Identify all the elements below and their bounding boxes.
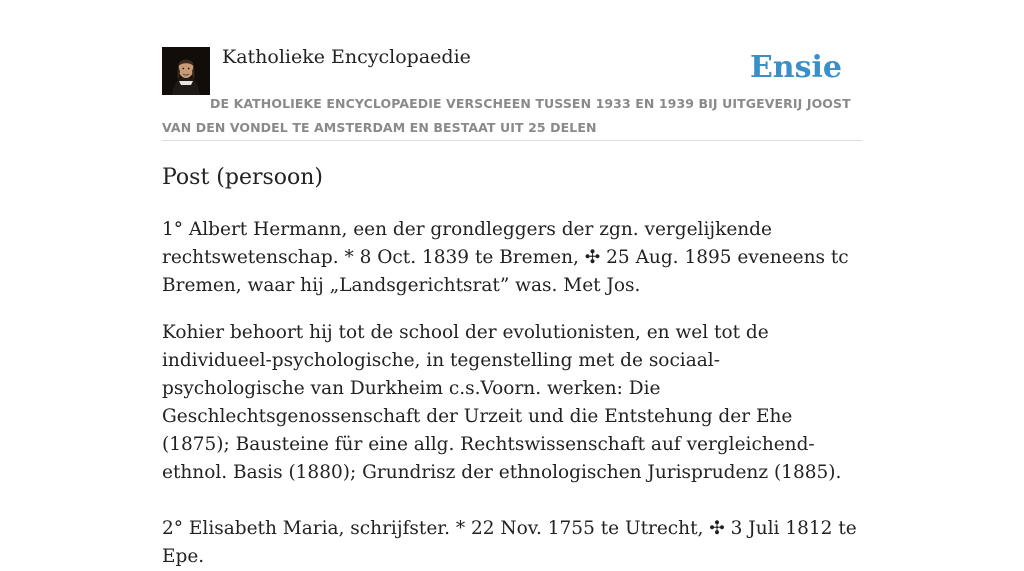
article-title: Post (persoon) (162, 165, 324, 190)
article-paragraph: 2° Elisabeth Maria, schrijfster. * 22 Nov. 1755 te Utrecht, ✣ 3 Juli 1812 te Epe. (162, 518, 857, 567)
article (162, 162, 862, 571)
site-header (162, 44, 862, 141)
site-name[interactable]: Katholieke Encyclopaedie (222, 46, 471, 68)
article-paragraph: Kohier behoort hij tot de school der evolutionisten, en wel tot de individueel-psychologische, in tegenstelling met de sociaal-psychologische van Durkheim c.s.Voorn. werken: Die Geschlechtsgenossenschaft der Urzeit und die Entstehung der Ehe (1875); Bausteine für eine allg. Rechtswissenschaft auf vergleichend-ethnol. Basis (1880); Grundrisz der ethnologischen Jurisprudenz (1885). (162, 322, 842, 483)
portrait-icon (162, 47, 210, 95)
avatar[interactable] (162, 47, 210, 95)
article-paragraph: 1° Albert Hermann, een der grondleggers der zgn. vergelijkende rechtswetenschap. * 8 Oct. 1839 te Bremen, ✣ 25 Aug. 1895 eveneens tc Bremen, waar hij „Landsgerichtsrat” was. Met Jos. (162, 219, 849, 296)
brand-logo[interactable]: Ensie (749, 50, 842, 85)
site-tagline: DE KATHOLIEKE ENCYCLOPAEDIE VERSCHEEN TUSSEN 1933 EN 1939 BIJ UITGEVERIJ JOOST VAN DEN VONDEL TE AMSTERDAM EN BESTAAT UIT 25 DELEN (162, 96, 851, 135)
